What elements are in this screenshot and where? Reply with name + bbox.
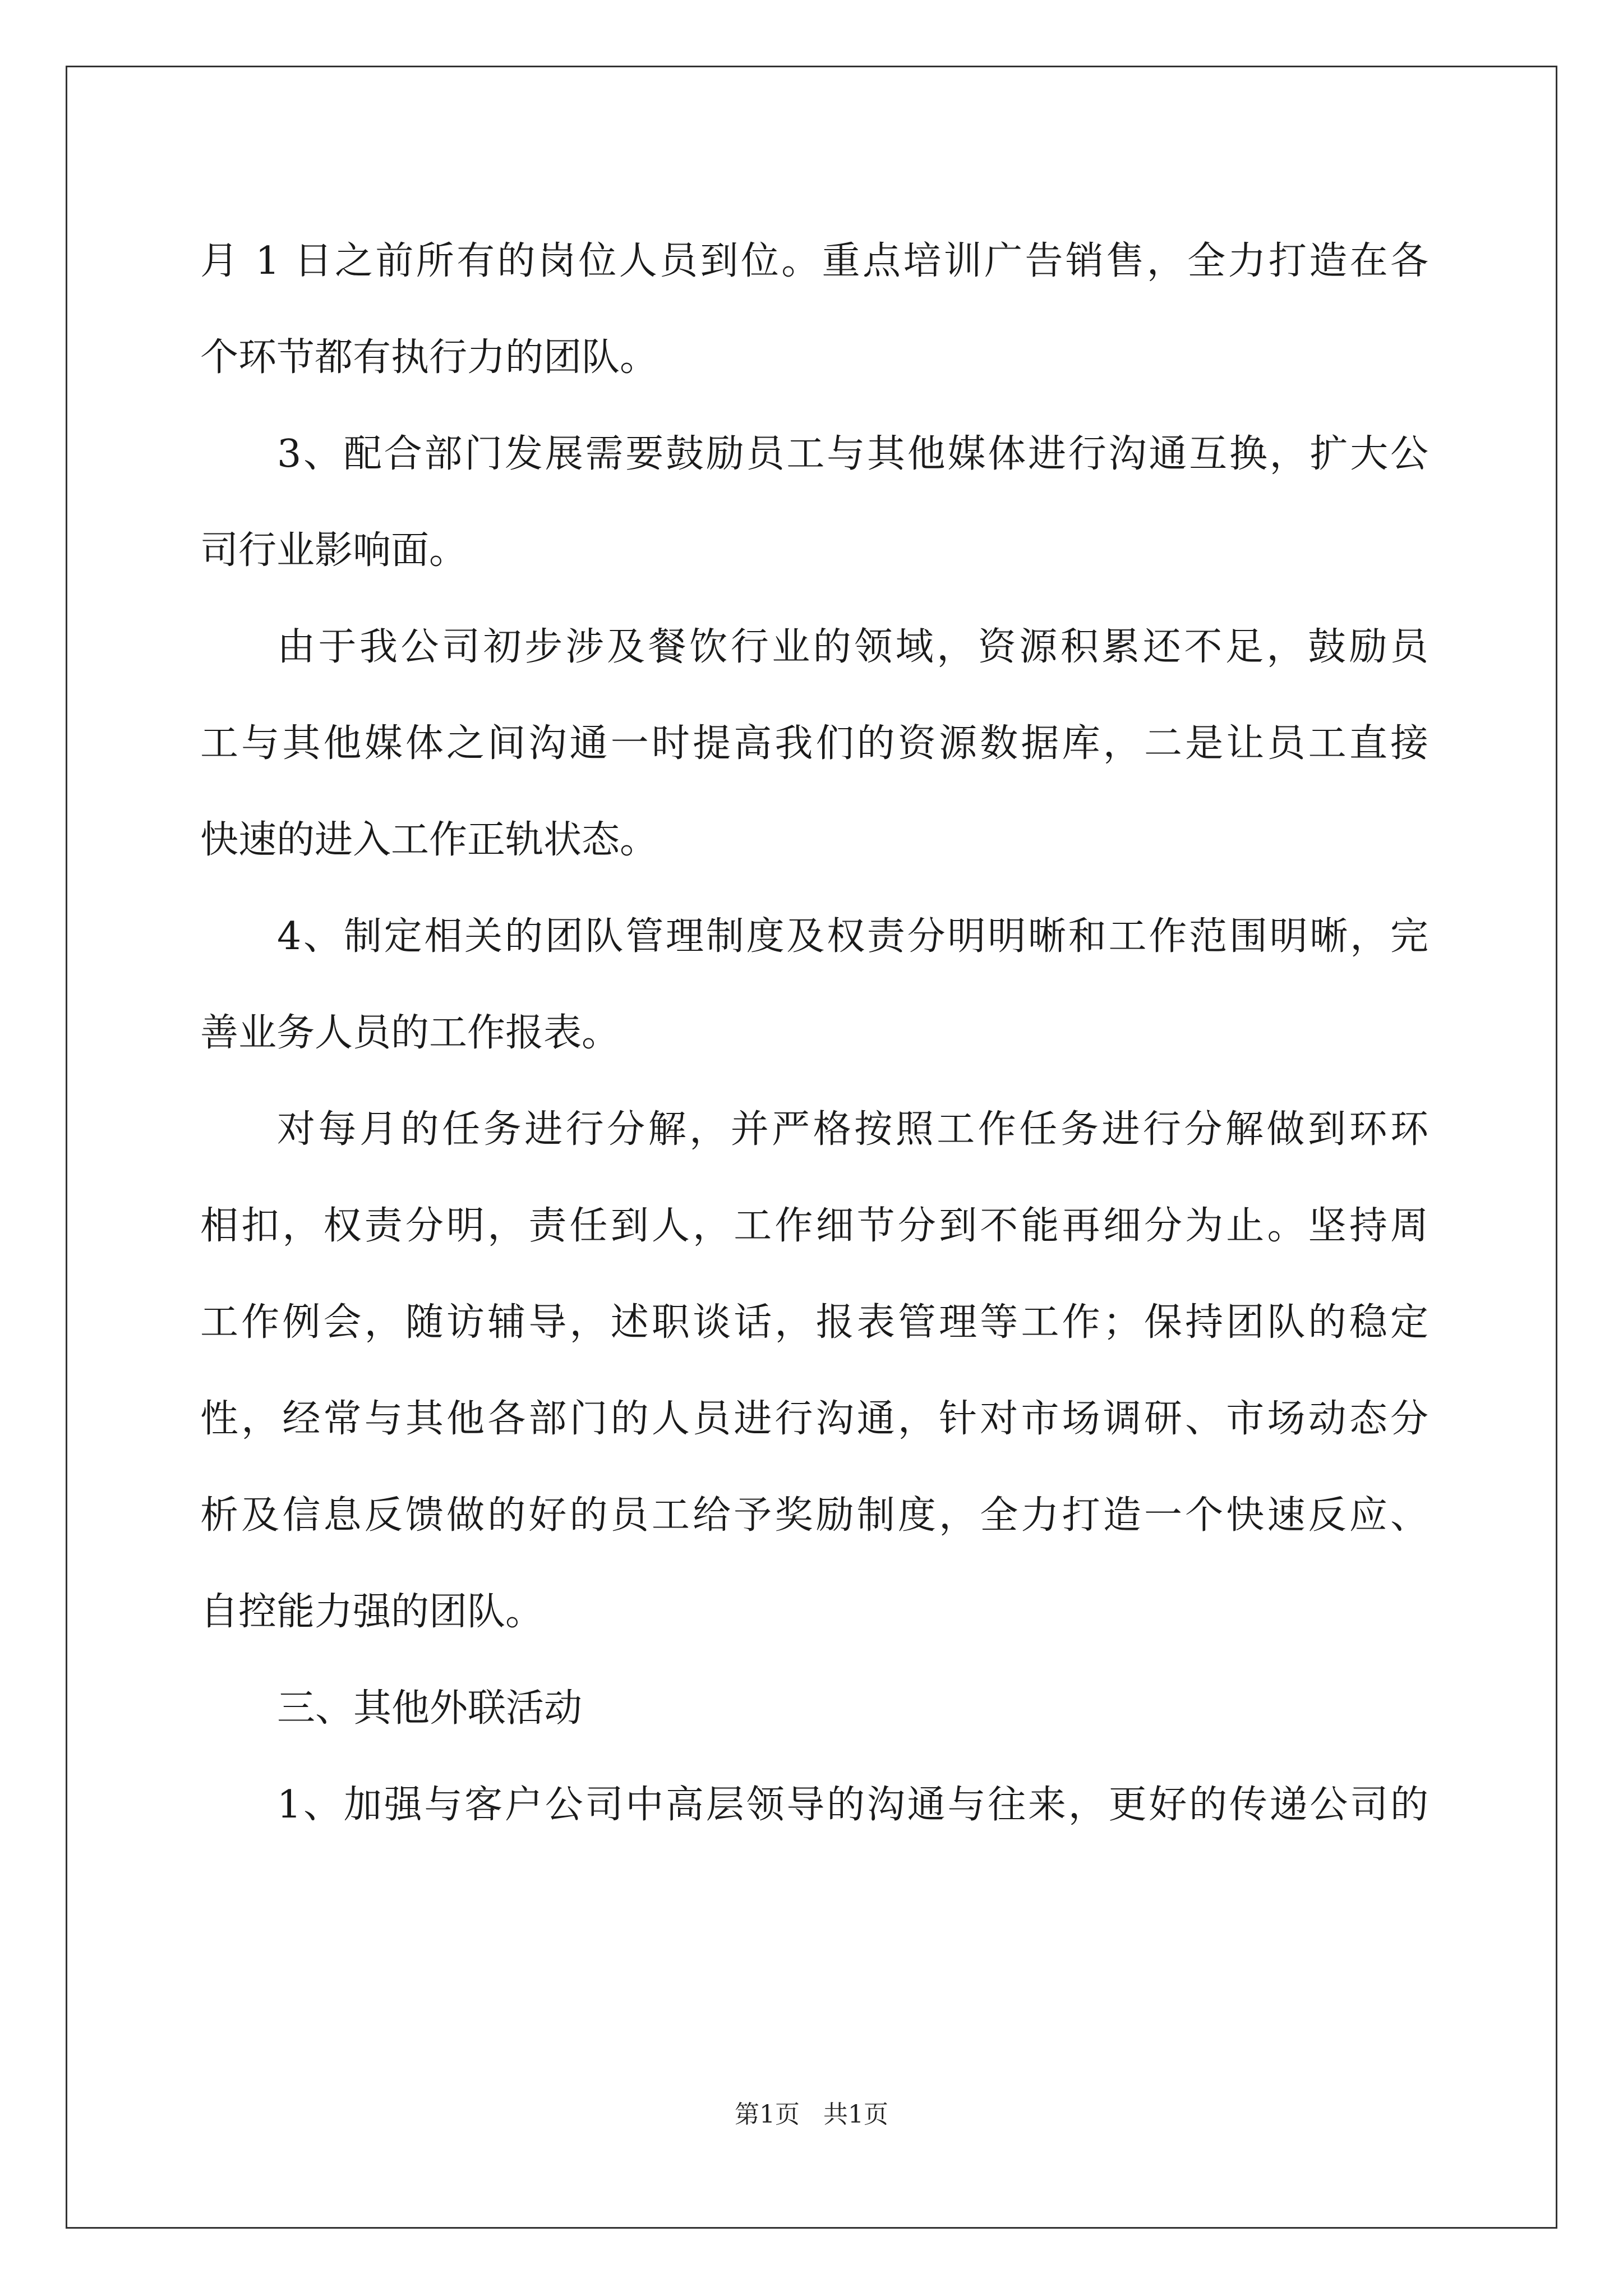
text-line-15: 自控能力强的团队。	[200, 1590, 544, 1634]
text-line-8: 4、制定相关的团队管理制度及权责分明明晰和工作范围明晰，完	[277, 914, 1428, 959]
document-body	[200, 213, 1428, 1853]
text-line-3: 3、配合部门发展需要鼓励员工与其他媒体进行沟通互换，扩大公	[277, 432, 1428, 476]
text-line-13: 性，经常与其他各部门的人员进行沟通，针对市场调研、市场动态分	[200, 1397, 1428, 1441]
text-line-1: 月 1 日之前所有的岗位人员到位。重点培训广告销售，全力打造在各	[200, 239, 1428, 283]
text-line-17: 1、加强与客户公司中高层领导的沟通与往来，更好的传递公司的	[277, 1783, 1428, 1827]
text-line-2: 个环节都有执行力的团队。	[200, 335, 658, 380]
text-line-11: 相扣，权责分明，责任到人，工作细节分到不能再细分为止。坚持周	[200, 1204, 1428, 1248]
text-line-14: 析及信息反馈做的好的员工给予奖励制度，全力打造一个快速反应、	[200, 1493, 1428, 1538]
text-line-5: 由于我公司初步涉及餐饮行业的领域，资源积累还不足，鼓励员	[277, 625, 1428, 669]
page-number-footer: 第1页 共1页	[735, 2100, 888, 2129]
text-line-10: 对每月的任务进行分解，并严格按照工作任务进行分解做到环环	[277, 1107, 1428, 1152]
text-line-9: 善业务人员的工作报表。	[200, 1011, 620, 1055]
text-line-6: 工与其他媒体之间沟通一时提高我们的资源数据库，二是让员工直接	[200, 721, 1428, 766]
text-line-7: 快速的进入工作正轨状态。	[200, 818, 658, 862]
section-heading: 三、其他外联活动	[277, 1686, 583, 1731]
text-line-12: 工作例会，随访辅导，述职谈话，报表管理等工作；保持团队的稳定	[200, 1300, 1428, 1345]
text-line-4: 司行业影响面。	[200, 528, 468, 573]
